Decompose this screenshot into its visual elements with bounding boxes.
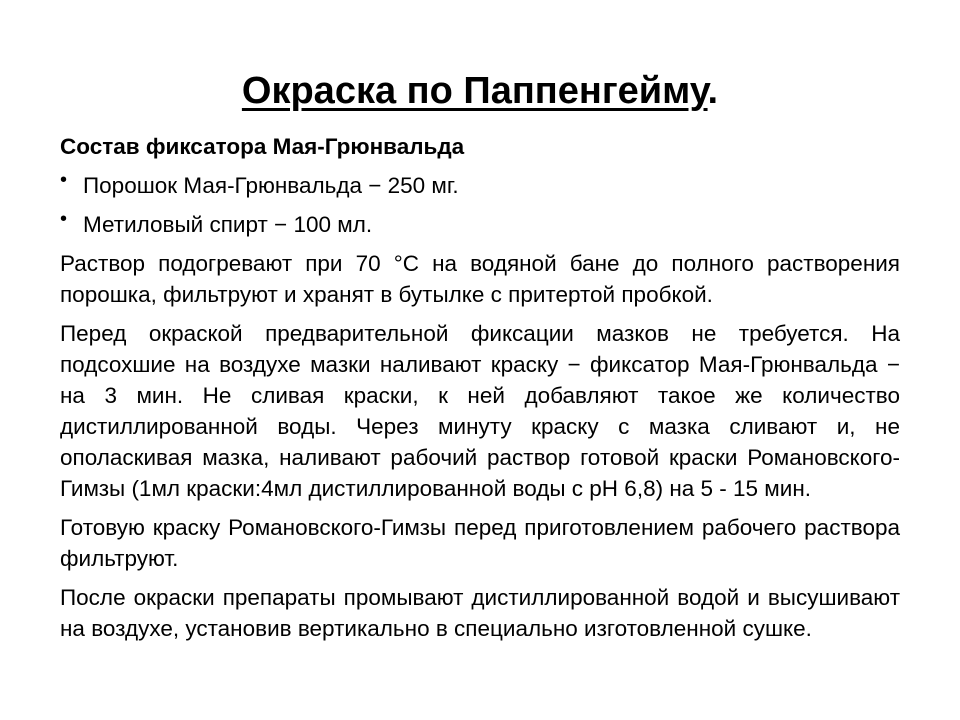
page-title	[0, 68, 960, 114]
subtitle: Состав фиксатора Мая-Грюнвальда	[60, 134, 465, 159]
bullet-item	[60, 170, 900, 201]
bullet-item	[60, 209, 900, 240]
bullet-dot-icon: •	[60, 208, 68, 230]
paragraph: Раствор подогревают при 70 °С на водяной бане до полного растворения порошка, фильтруют и хранят в бутылке с притертой пробкой.	[60, 251, 900, 307]
paragraph: Готовую краску Романовского-Гимзы перед приготовлением рабочего раствора фильтруют.	[60, 515, 900, 571]
title-dot: .	[707, 70, 719, 112]
title-text: Окраска по Паппенгейму	[241, 70, 708, 112]
bullet-text: Метиловый спирт − 100 мл.	[83, 212, 373, 237]
bullet-text: Порошок Мая-Грюнвальда − 250 мг.	[83, 173, 459, 198]
slide-body	[60, 131, 900, 652]
bullet-dot-icon: •	[60, 169, 68, 191]
paragraph: После окраски препараты промывают дистиллированной водой и высушивают на воздухе, установив вертикально в специально изготовленной сушке.	[60, 585, 900, 641]
paragraph: Перед окраской предварительной фиксации мазков не требуется. На подсохшие на воздухе мазки наливают краску − фиксатор Мая-Грюнвальда − на 3 мин. Не сливая краски, к ней добавляют такое же количество дистиллированной воды. Через минуту краску с мазка сливают и, не ополаскивая мазка, наливают рабочий раствор готовой краски Романовского-Гимзы (1мл краски:4мл дистиллированной воды с рН 6,8) на 5 - 15 мин.	[60, 321, 900, 501]
